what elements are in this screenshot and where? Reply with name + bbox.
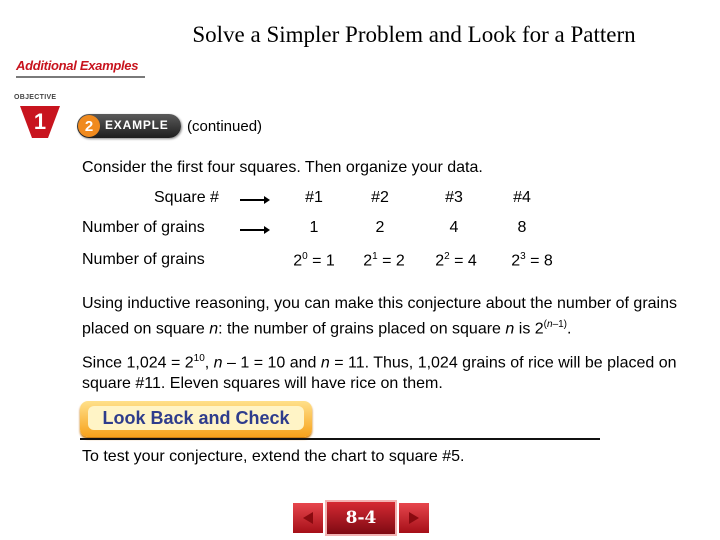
example-word: EXAMPLE	[105, 118, 169, 132]
square-cell: #4	[513, 189, 531, 206]
continued-label: (continued)	[187, 118, 263, 135]
conclusion-paragraph: Since $1,024 = 2^{10}$, n – 1 = 10 and n = 11. Thus, 1,024 grains of rice will be placed on square #11. Eleven squares will have rice on them.	[82, 353, 677, 393]
prev-button[interactable]	[293, 503, 323, 533]
objective-label: OBJECTIVE	[14, 94, 57, 101]
row-label-square: Square #	[154, 189, 219, 206]
square-cell: #1	[305, 189, 323, 206]
lesson-nav	[291, 500, 431, 536]
square-cell: #3	[445, 189, 463, 206]
conjecture-paragraph: Using inductive reasoning, you can make this conjecture about the number of grains placed on square n: the number of grains placed on square n is 2$^{(n-1)}$.	[82, 295, 678, 338]
look-back-banner	[80, 401, 312, 437]
objective-number: 1	[33, 109, 47, 134]
power-cell: $2^0 = 1$	[293, 251, 335, 270]
objective-badge	[12, 94, 64, 140]
objective-number-box	[18, 104, 62, 140]
next-arrow-icon	[407, 511, 421, 525]
grains-cell: 8	[517, 219, 527, 236]
test-text: To test your conjecture, extend the chart to square #5.	[82, 448, 465, 465]
lesson-label[interactable]: 8-4	[325, 500, 397, 536]
look-back-label: Look Back and Check	[88, 406, 304, 430]
row-arrow-icon	[240, 199, 266, 201]
example-badge	[77, 114, 181, 138]
example-number: 2	[78, 115, 100, 137]
row-label-grains-power: Number of grains	[82, 251, 205, 268]
page-title: Solve a Simpler Problem and Look for a Pattern	[192, 22, 636, 47]
grains-cell: 2	[375, 219, 385, 236]
power-cell: $2^1 = 2$	[363, 251, 405, 270]
grains-cell: 4	[449, 219, 459, 236]
power-cell: $2^2 = 4$	[435, 251, 477, 270]
power-cell: $2^3 = 8$	[511, 251, 553, 270]
intro-text: Consider the first four squares. Then organize your data.	[82, 159, 483, 176]
additional-examples-tag: Additional Examples	[16, 58, 145, 78]
prev-arrow-icon	[301, 511, 315, 525]
square-cell: #2	[371, 189, 389, 206]
row-label-grains: Number of grains	[82, 219, 205, 236]
row-arrow-icon	[240, 229, 266, 231]
next-button[interactable]	[399, 503, 429, 533]
grains-cell: 1	[309, 219, 319, 236]
divider	[80, 438, 600, 440]
